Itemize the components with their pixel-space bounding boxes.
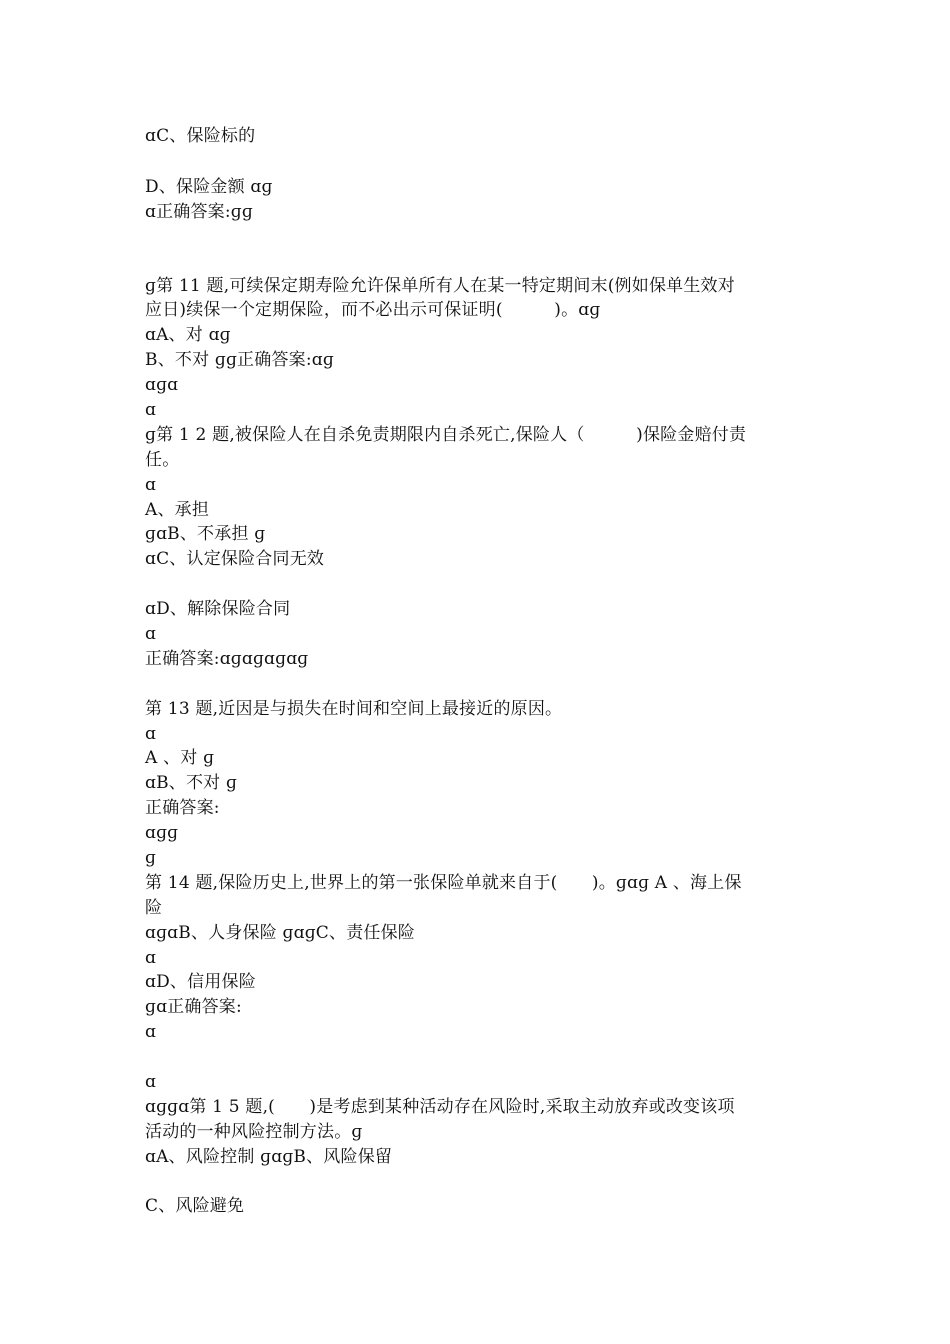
question-12-option-c: ɑC、认定保险合同无效: [145, 549, 325, 569]
question-12-answer: 正确答案:ɑɡɑɡɑɡɑɡ: [145, 649, 309, 669]
question-12-line-2: 任。: [145, 450, 180, 470]
question-14-option-d: ɑD、信用保险: [145, 972, 256, 992]
question-12-option-a: A、承担: [145, 500, 210, 520]
question-14-options-b-c: ɑɡɑB、人身保险 ɡɑɡC、责任保险: [145, 923, 415, 943]
marker-line: ɑ: [145, 1022, 157, 1042]
marker-line: ɑ: [145, 724, 157, 744]
question-14-answer: ɡɑ正确答案:: [145, 997, 242, 1017]
marker-line: ɑ: [145, 475, 157, 495]
question-12-line-1: ɡ第 1 2 题,被保险人在自杀免责期限内自杀死亡,保险人（ )保险金赔付责: [145, 425, 747, 445]
question-13-option-b: ɑB、不对 ɡ: [145, 773, 238, 793]
marker-line: ɡ: [145, 848, 157, 868]
question-13-answer: 正确答案:: [145, 798, 220, 818]
question-15-line-1: ɑɡɡɑ第 1 5 题,( )是考虑到某种活动存在风险时,采取主动放弃或改变该项: [145, 1097, 735, 1117]
marker-line: ɑ: [145, 624, 157, 644]
marker-line: ɑɡɡ: [145, 823, 179, 843]
question-14-line-1: 第 14 题,保险历史上,世界上的第一张保险单就来自于( )。ɡɑɡ A 、海上保: [145, 873, 742, 893]
question-12-option-b: ɡɑB、不承担 ɡ: [145, 524, 266, 544]
marker-line: ɑ: [145, 1072, 157, 1092]
marker-line: ɑɡɑ: [145, 375, 179, 395]
question-11-option-b-answer: B、不对 ɡɡ正确答案:ɑɡ: [145, 350, 334, 370]
question-15-option-c: C、风险避免: [145, 1196, 245, 1216]
answer-line: ɑ正确答案:ɡɡ: [145, 202, 253, 222]
question-15-line-2: 活动的一种风险控制方法。ɡ: [145, 1122, 363, 1142]
question-12-option-d: ɑD、解除保险合同: [145, 599, 291, 619]
option-d-line: D、保险金额 ɑɡ: [145, 177, 273, 197]
question-15-options-a-b: ɑA、风险控制 ɡɑɡB、风险保留: [145, 1147, 393, 1167]
question-13-option-a: A 、对 ɡ: [145, 748, 215, 768]
question-14-line-2: 险: [145, 898, 163, 918]
option-c-line: ɑC、保险标的: [145, 126, 256, 146]
marker-line: ɑ: [145, 400, 157, 420]
question-11-line-2: 应日)续保一个定期保险，而不必出示可保证明( )。ɑɡ: [145, 300, 601, 320]
question-13-line: 第 13 题,近因是与损失在时间和空间上最接近的原因。: [145, 699, 563, 719]
question-11-option-a: ɑA、对 ɑɡ: [145, 325, 231, 345]
marker-line: ɑ: [145, 948, 157, 968]
question-11-line-1: ɡ第 11 题,可续保定期寿险允许保单所有人在某一特定期间末(例如保单生效对: [145, 276, 735, 296]
